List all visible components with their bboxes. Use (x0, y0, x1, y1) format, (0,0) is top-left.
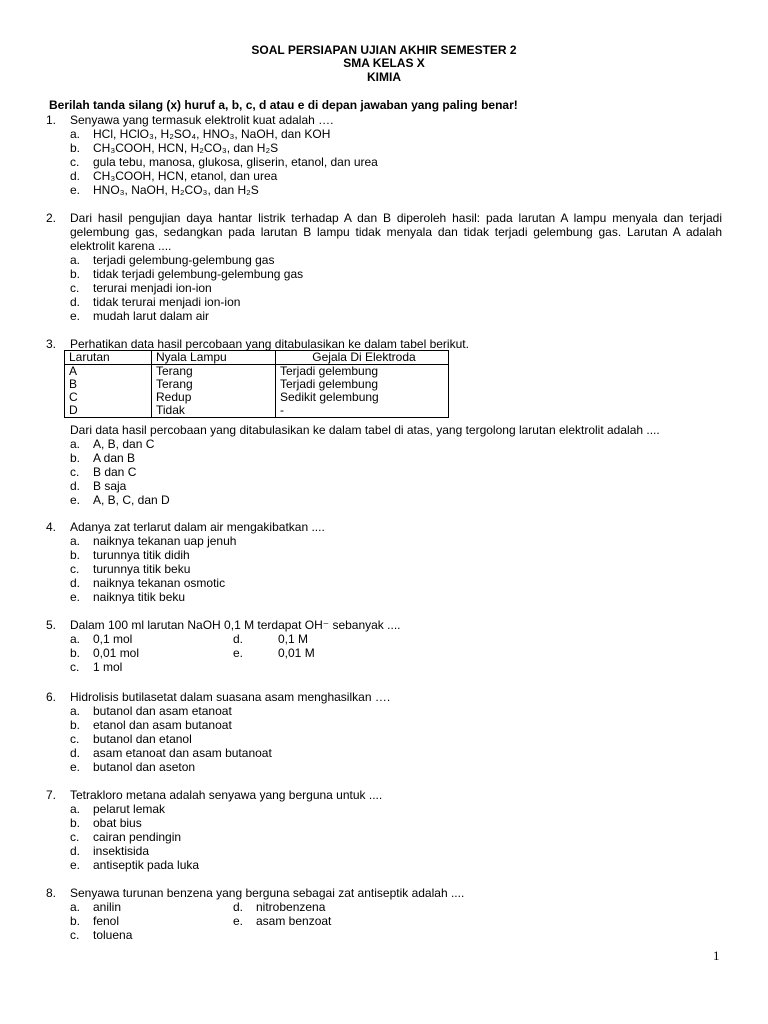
question-number: 3. (46, 337, 57, 351)
table-cell: Redup (152, 391, 276, 404)
option-text: 0,1 mol (93, 632, 133, 646)
option-text: 0,01 M (278, 646, 315, 660)
experiment-table (64, 350, 449, 418)
option-text: asam etanoat dan asam butanoat (93, 746, 272, 760)
question-stem: Senyawa turunan benzena yang berguna sebagai zat antiseptik adalah .... (70, 886, 465, 900)
option-text: 0,1 M (278, 632, 309, 646)
question-stem: Senyawa yang termasuk elektrolit kuat adalah …. (70, 113, 334, 127)
question-number: 1. (46, 113, 57, 127)
column-header: Larutan (65, 351, 152, 365)
option-text: butanol dan asam etanoat (93, 704, 232, 718)
question-number: 6. (46, 690, 57, 704)
question-number: 8. (46, 886, 57, 900)
option-text: toluena (93, 928, 133, 942)
title-line-3: KIMIA (367, 70, 401, 84)
option-text: turunnya titik didih (93, 548, 190, 562)
option-text: anilin (93, 900, 122, 914)
title-line-2: SMA KELAS X (343, 56, 425, 70)
option-text: HNO₃, NaOH, H₂CO₃, dan H₂S (93, 183, 259, 197)
option-text: gula tebu, manosa, glukosa, gliserin, etanol, dan urea (93, 155, 378, 169)
option-text: turunnya titik beku (93, 562, 191, 576)
question-stem: Adanya zat terlarut dalam air mengakibatkan .... (70, 520, 325, 534)
option-text: antiseptik pada luka (93, 858, 200, 872)
title-line-1: SOAL PERSIAPAN UJIAN AKHIR SEMESTER 2 (251, 43, 517, 57)
option-text: CH₃COOH, HCN, etanol, dan urea (93, 169, 278, 183)
option-text: obat bius (93, 816, 142, 830)
option-text: butanol dan aseton (93, 760, 196, 774)
table-cell: Terang (152, 378, 276, 391)
option-text: etanol dan asam butanoat (93, 718, 232, 732)
option-text: naiknya tekanan osmotic (93, 576, 226, 590)
table-cell: A (65, 365, 152, 379)
option-text: B dan C (93, 465, 137, 479)
question-stem: Dari data hasil percobaan yang ditabulasikan ke dalam tabel di atas, yang tergolong larutan elektrolit adalah .... (70, 423, 660, 437)
question-stem: Perhatikan data hasil percobaan yang ditabulasikan ke dalam tabel berikut. (70, 337, 469, 351)
column-header: Gejala Di Elektroda (276, 351, 449, 365)
option-text: mudah larut dalam air (93, 309, 210, 323)
option-text: HCl, HClO₃, H₂SO₄, HNO₃, NaOH, dan KOH (93, 127, 331, 141)
table-cell: C (65, 391, 152, 404)
option-text: A, B, dan C (93, 437, 155, 451)
exam-page: SOAL PERSIAPAN UJIAN AKHIR SEMESTER 2 SMA KELAS X KIMIA Berilah tanda silang (x) huruf a, b, c, d atau e di depan jawaban yang paling benar! 1. Senyawa yang termasuk elektrolit kuat adalah …. a. HCl, HClO₃, H₂SO₄, HNO₃, NaOH, dan KOH b. CH₃COOH, HCN, H₂CO₃, dan H₂S c. gula tebu, manosa, glukosa, gliserin, etanol, dan urea d. CH₃COOH, HCN, etanol, dan urea e. HNO₃, NaOH, H₂CO₃, dan H₂S 2. Dari hasil pengujian daya hantar listrik terhadap A dan B diperoleh hasil: pada larutan A lampu menyala dan terjadi gelembung gas, sedangkan pada larutan B lampu tidak menyala dan tidak terjadi gelembung gas. Larutan A adalah elektrolit karena .... a. terjadi gelembung-gelembung gas b. tidak terjadi gelembung-gelembung gas c. terurai menjadi ion-ion d. tidak terurai menjadi ion-ion e. mudah larut dalam air 3. Perhatikan data hasil percobaan yang ditabulasikan ke dalam tabel berikut. Larutan Nyala Lampu Gejala Di Elektroda A Terang Terjadi gelembung B Terang Terjadi gelembung C Redup Sedikit gelembung D Tidak - Dari data hasil percobaan yang ditabulasikan ke dalam tabel di atas, yang tergolong larutan elektrolit adalah .... a. A, B, dan C b. A dan B c. B dan C d. B saja e. A, B, C, dan D 4. Adanya zat terlarut dalam air mengakibatkan .... a. naiknya tekanan uap jenuh b. turunnya titik didih c. turunnya titik beku d. naiknya tekanan osmotic e. naiknya titik beku 5. Dalam 100 ml larutan NaOH 0,1 M terdapat OH⁻ sebanyak .... a. 0,1 mol d. 0,1 M b. 0,01 mol e. 0,01 M c. 1 mol 6. Hidrolisis butilasetat dalam suasana asam menghasilkan …. a. butanol dan asam etanoat b. etanol dan asam butanoat c. butanol dan etanol d. asam etanoat dan asam butanoat e. butanol dan aseton 7. Tetrakloro metana adalah senyawa yang berguna untuk .... a. pelarut lemak b. obat bius c. cairan pendingin d. insektisida e. antiseptik pada luka 8. Senyawa turunan benzena yang berguna sebagai zat antiseptik adalah .... a. anilin d. nitrobenzena b. fenol e. asam benzoat c. toluena 1 (0, 0, 768, 1024)
option-text: cairan pendingin (93, 830, 182, 844)
option-text: CH₃COOH, HCN, H₂CO₃, dan H₂S (93, 141, 279, 155)
option-text: naiknya titik beku (93, 590, 186, 604)
table-cell: - (276, 404, 449, 418)
page-number: 1 (713, 948, 720, 963)
question-number: 4. (46, 520, 57, 534)
question-number: 5. (46, 618, 57, 632)
option-text: A, B, C, dan D (93, 493, 170, 507)
table-row (65, 365, 449, 379)
option-text: pelarut lemak (93, 802, 166, 816)
question-number: 2. (46, 211, 57, 225)
question-stem: Dalam 100 ml larutan NaOH 0,1 M terdapat OH⁻ sebanyak .... (70, 618, 401, 632)
question-stem: Tetrakloro metana adalah senyawa yang berguna untuk .... (70, 788, 383, 802)
table-cell: Terjadi gelembung (276, 365, 449, 379)
table-header-row (65, 351, 449, 365)
column-header: Nyala Lampu (152, 351, 276, 365)
table-cell: Terjadi gelembung (276, 378, 449, 391)
option-text: nitrobenzena (256, 900, 326, 914)
option-text: 0,01 mol (93, 646, 140, 660)
question-number: 7. (46, 788, 57, 802)
table-row (65, 404, 449, 418)
table-row (65, 391, 449, 404)
table-cell: B (65, 378, 152, 391)
option-text: terurai menjadi ion-ion (93, 281, 212, 295)
table-cell: Sedikit gelembung (276, 391, 449, 404)
option-text: fenol (93, 914, 120, 928)
option-text: naiknya tekanan uap jenuh (93, 534, 237, 548)
option-text: tidak terurai menjadi ion-ion (93, 295, 241, 309)
option-text: tidak terjadi gelembung-gelembung gas (93, 267, 304, 281)
option-text: 1 mol (93, 660, 123, 674)
table-cell: D (65, 404, 152, 418)
instruction: Berilah tanda silang (x) huruf a, b, c, d atau e di depan jawaban yang paling benar! (49, 98, 518, 112)
option-text: A dan B (93, 451, 136, 465)
question-stem: Hidrolisis butilasetat dalam suasana asam menghasilkan …. (70, 690, 391, 704)
table-cell: Tidak (152, 404, 276, 418)
table-cell: Terang (152, 365, 276, 379)
option-text: butanol dan etanol (93, 732, 192, 746)
table-row (65, 378, 449, 391)
question-stem: Dari hasil pengujian daya hantar listrik terhadap A dan B diperoleh hasil: pada larutan A lampu menyala dan terjadi gelembung gas, sedangkan pada larutan B lampu tidak menyala dan tidak terjadi gelembung gas. Larutan A adalah elektrolit karena .... (70, 211, 722, 253)
option-text: asam benzoat (256, 914, 332, 928)
option-text: insektisida (93, 844, 150, 858)
option-text: B saja (93, 479, 127, 493)
option-text: terjadi gelembung-gelembung gas (93, 253, 275, 267)
